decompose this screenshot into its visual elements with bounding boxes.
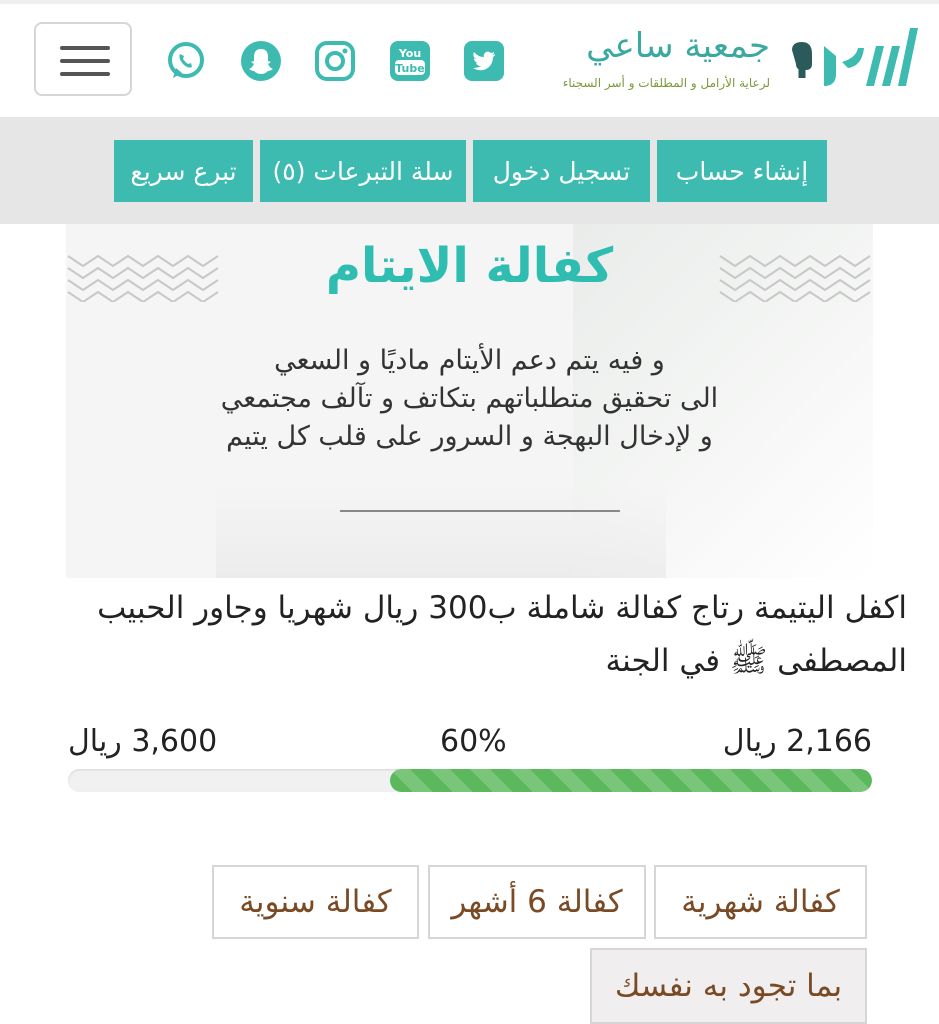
collected-amount: 2,166 ريال bbox=[722, 724, 872, 759]
donation-cart-button[interactable]: سلة التبرعات (٥) bbox=[260, 140, 466, 202]
campaign-description: اكفل اليتيمة رتاج كفالة شاملة ب300 ريال شهريا وجاور الحبيب المصطفى ﷺ في الجنة bbox=[97, 590, 907, 679]
quick-donate-button[interactable]: تبرع سريع bbox=[114, 140, 253, 202]
menu-line bbox=[60, 46, 110, 50]
progress-percent: 60% bbox=[440, 724, 507, 759]
custom-amount-button[interactable]: بما تجود به نفسك bbox=[590, 948, 867, 1024]
six-month-sponsorship-button[interactable]: كفالة 6 أشهر bbox=[428, 865, 646, 939]
logo-name: جمعية ساعي bbox=[586, 26, 770, 66]
nav-bar bbox=[0, 117, 939, 224]
banner-line: و لإدخال البهجة و السرور على قلب كل يتيم bbox=[226, 421, 713, 452]
hamburger-menu-button[interactable] bbox=[34, 22, 132, 96]
instagram-icon[interactable] bbox=[314, 40, 356, 82]
youtube-text-bottom: Tube bbox=[395, 62, 425, 75]
login-button[interactable]: تسجيل دخول bbox=[473, 140, 650, 202]
yearly-sponsorship-button[interactable]: كفالة سنوية bbox=[212, 865, 419, 939]
menu-line bbox=[60, 72, 110, 76]
banner-title: كفالة الايتام bbox=[325, 238, 614, 294]
youtube-text-top: You bbox=[398, 47, 422, 60]
twitter-icon[interactable] bbox=[463, 40, 505, 82]
youtube-icon[interactable] bbox=[389, 40, 431, 82]
logo[interactable] bbox=[562, 22, 918, 102]
banner-background-shade bbox=[216, 484, 666, 578]
banner-line: و فيه يتم دعم الأيتام ماديًا و السعي bbox=[274, 345, 665, 376]
logo-subtitle: لرعاية الأرامل و المطلقات و أسر السجناء bbox=[562, 76, 770, 90]
banner-text bbox=[66, 342, 873, 456]
site-header bbox=[0, 4, 939, 117]
create-account-button[interactable]: إنشاء حساب bbox=[657, 140, 827, 202]
campaign-banner bbox=[66, 224, 873, 578]
menu-line bbox=[60, 59, 110, 63]
banner-divider bbox=[340, 510, 620, 512]
banner-line: الى تحقيق متطلباتهم بتكاتف و تآلف مجتمعي bbox=[220, 383, 719, 414]
logo-mark-icon bbox=[786, 22, 918, 102]
snapchat-icon[interactable] bbox=[240, 40, 282, 82]
whatsapp-icon[interactable] bbox=[165, 40, 207, 82]
target-amount: 3,600 ريال bbox=[68, 724, 218, 759]
monthly-sponsorship-button[interactable]: كفالة شهرية bbox=[654, 865, 867, 939]
progress-bar bbox=[68, 769, 872, 792]
progress-fill bbox=[390, 769, 872, 792]
